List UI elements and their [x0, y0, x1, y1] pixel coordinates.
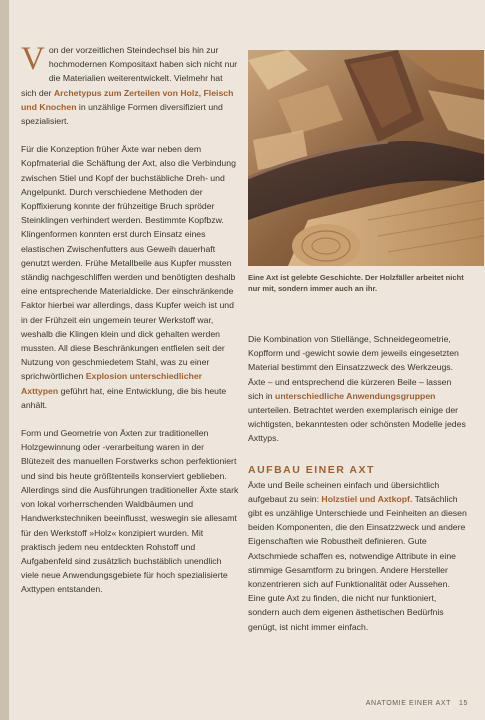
axe-photo-illustration	[248, 50, 484, 266]
highlight-text: Holzstiel und Axtkopf.	[321, 493, 413, 504]
section-heading: AUFBAU EINER AXT	[248, 463, 375, 476]
running-title: ANATOMIE EINER AXT	[365, 700, 451, 707]
drop-cap: V	[21, 41, 45, 77]
left-column	[21, 43, 239, 597]
page-footer	[366, 700, 468, 707]
right-column	[248, 50, 468, 634]
photo-caption: Eine Axt ist gelebte Geschichte. Der Holzfäller arbeitet nicht nur mit, sondern immer auch an ihr.	[248, 273, 464, 293]
intro-paragraph: Von der vorzeitlichen Steindechsel bis hin zur hochmodernen Kompositaxt haben sich nicht nur die Materialien weiterentwickelt. Vielmehr hat sich der Archetypus zum Zerteilen von Holz, Fleisch und Knochen in unzählige Formen diversifiziert und spezialisiert.	[21, 41, 238, 127]
body-paragraph: Form und Geometrie von Äxten zur traditionellen Holzgewinnung oder -verarbeitung waren in der Blütezeit des manuellen Forstwerks schon perfektioniert und sind bis heute größtenteils konserviert geblieben. Allerdings sind die Ausführungen traditioneller Äxte stark von lokal vorherrschenden Waldbäumen und Handwerkstechniken beeinflusst, weswegin sie allesamt für den Werkstoff »Holz« konzipiert wurden. Mit praktisch jedem neu entdeckten Rohstoff und Aufgabenfeld sind zusätzlich buchstäblich unendlich viele neue Anwendungsgebiete für hoch spezialisierte Axttypen entstanden.	[21, 428, 239, 595]
highlight-text: Explosion unterschiedlicher Axttypen	[21, 371, 203, 396]
body-paragraph: Für die Konzeption früher Äxte war neben dem Kopfmaterial die Schäftung der Axt, also die Verbindung zwischen Stiel und Kopf der buchstäbliche Dreh- und Angelpunkt. Durch verschiedene Methoden der Kopffixierung konnte der frühzeitige Bruch spröder Steinklingen verhindert werden. Bestimmte Kopfbzw. Klingenformen konnten erst durch Einsatz eines elastischen Zwischenfutters aus Geweih dauerhaft genutzt werden. Frühe Metallbeile aus Kupfer mussten ständig nachgeschliffen werden und benötigten deshalb eine entsprechende Materialdicke. Der einschränkende Faktor hierbei war allerdings, dass Kupfer weich ist und in der Frühzeit ein ungemein teurer Werkstoff war, weshalb die Klingen klein und dick gehalten werden mussten. All diese Beschränkungen entfielen seit der Nutzung von geschmiedetem Stahl, was zu einer sprichwörtlichen Explosion unterschiedlicher Axttypen geführt hat, eine Entwicklung, die bis heute anhält.	[21, 144, 236, 410]
highlight-text: Archetypus zum Zerteilen von Holz, Fleisch und Knochen	[21, 87, 234, 112]
page-edge-bar	[0, 0, 9, 720]
body-paragraph: Äxte und Beile scheinen einfach und übersichtlich aufgebaut zu sein: Holzstiel und Axtkopf. Tatsächlich gibt es unzählige Unterschiede und Feinheiten an diesen beiden Komponenten, die den Einsatzzweck und andere Eigenschaften wie Robustheit definieren. Gute Axtschmiede schaffen es, notwendige Attribute in eine stimmige Gesamtform zu bringen. Andere Hersteller konzentrieren sich auf Funktionalität oder Aussehen. Eine gute Axt zu finden, die nicht nur funktioniert, sondern auch dem eigenen ästhetischen Bedürfnis genügt, ist nicht immer einfach.	[248, 479, 467, 632]
highlight-text: unterschiedliche Anwendungsgruppen	[275, 390, 436, 401]
body-paragraph: Die Kombination von Stiellänge, Schneidegeometrie, Kopfform und -gewicht sowie dem jeweils eingesetzten Material bestimmt den Einsatzzweck des Werkzeugs. Äxte – und entsprechend die kürzeren Beile – lassen sich in unterschiedliche Anwendungsgruppen unterteilen. Betrachtet werden exemplarisch einige der wichtigsten, bekanntesten oder schönsten Modelle jedes Axttyps.	[248, 334, 466, 444]
page-number: 15	[459, 700, 468, 707]
axe-photo	[248, 50, 484, 266]
